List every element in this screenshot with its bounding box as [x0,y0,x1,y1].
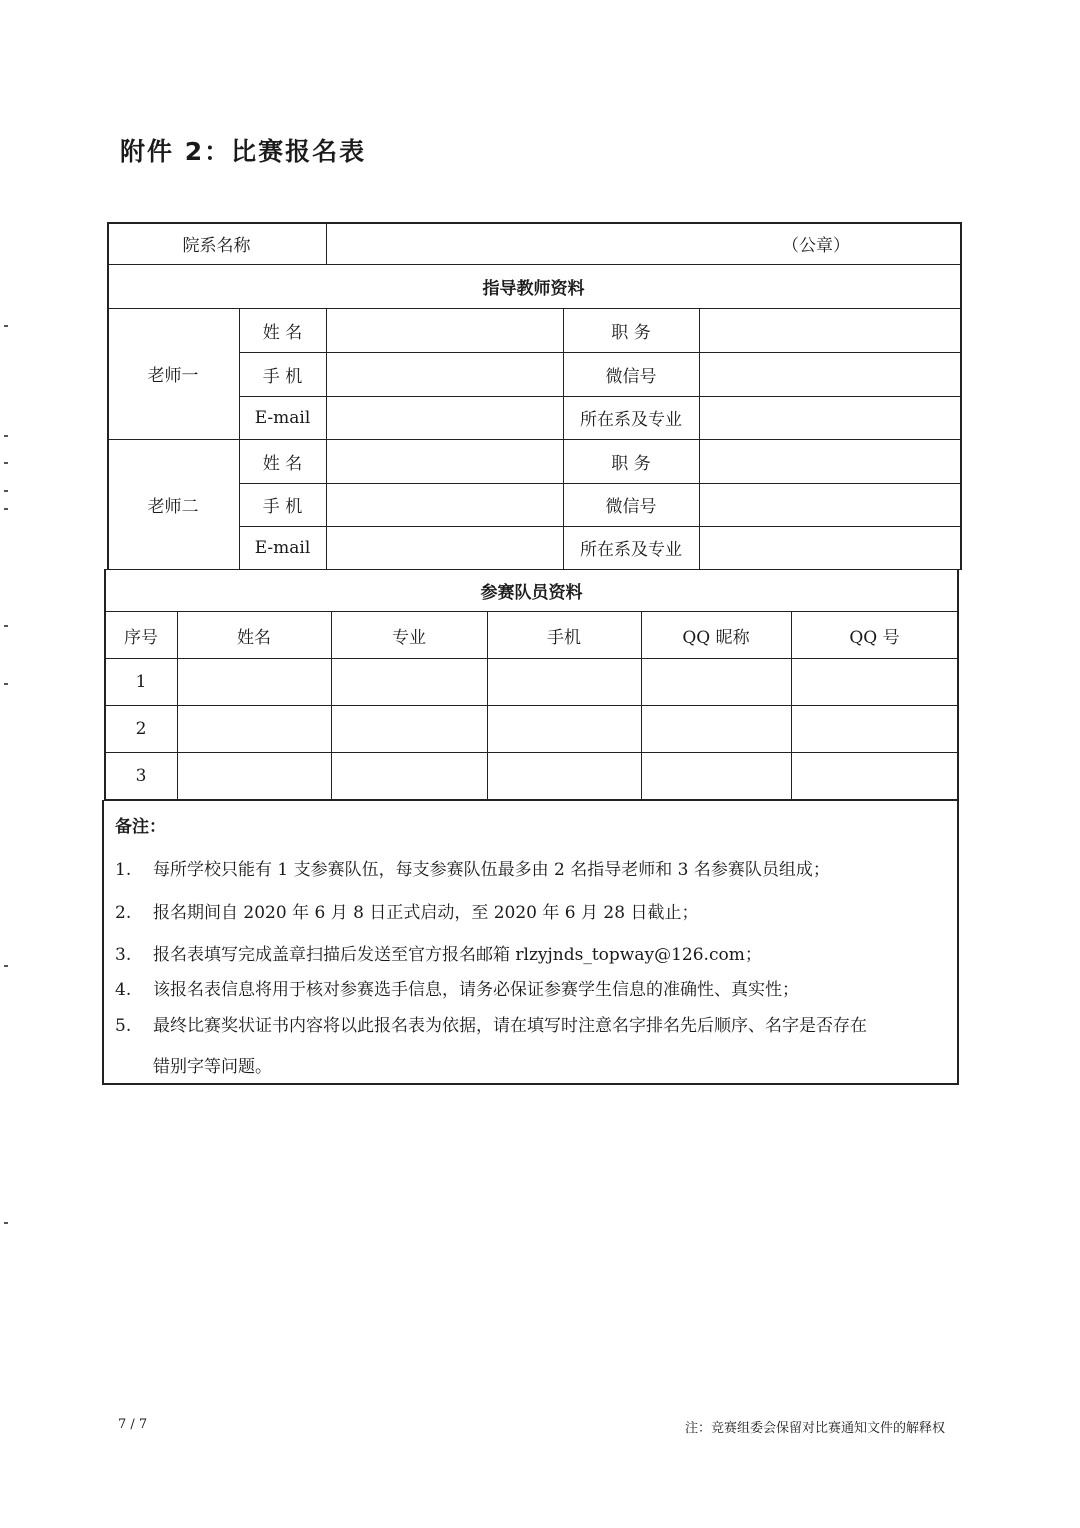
note-item: 错别字等问题。 [153,1057,272,1077]
teacher-2-phone-label: 手 机 [262,497,303,517]
header-major: 专业 [392,627,426,648]
teacher-1-phone-label: 手 机 [262,366,303,387]
teacher-2-major-field[interactable] [699,526,960,569]
member-3-qq-nickname-field[interactable] [641,753,791,799]
teacher-2-email-label: E-mail [254,537,311,558]
teacher-1-major-label: 所在系及专业 [580,410,682,430]
scan-mark [4,435,8,437]
page-number: 7 / 7 [118,1417,148,1432]
note-item: 3. 报名表填写完成盖章扫描后发送至官方报名邮箱 rlzyjnds_topway@126.com； [115,945,762,965]
member-2-qq-number-field[interactable] [791,706,958,752]
member-3-phone-field[interactable] [487,753,641,799]
scan-mark [4,508,8,510]
member-2-qq-nickname-field[interactable] [641,706,791,752]
note-item: 1. 每所学校只能有 1 支参赛队伍，每支参赛队伍最多由 2 名指导老师和 3 名参赛队员组成； [115,860,830,880]
scan-mark [4,462,8,464]
scan-mark [4,1222,8,1224]
member-3-major-field[interactable] [331,753,487,799]
teacher-2-wechat-label: 微信号 [605,497,657,517]
row-index: 1 [135,672,147,692]
teacher-2-position-field[interactable] [699,439,960,483]
teacher-1-name-field[interactable] [326,308,563,352]
teacher-2-label: 老师二 [147,496,199,517]
teacher-1-email-field[interactable] [326,396,563,439]
member-2-phone-field[interactable] [487,706,641,752]
teacher-1-position-label: 职 务 [611,322,651,343]
member-section-title: 参赛队员资料 [480,583,583,603]
footer-note: 注：竞赛组委会保留对比赛通知文件的解释权 [684,1421,945,1436]
scan-mark [4,625,8,627]
teacher-section-title: 指导教师资料 [482,279,585,299]
header-qq-nickname: QQ 昵称 [682,627,750,648]
member-2-name-field[interactable] [177,706,331,752]
note-item: 5. 最终比赛奖状证书内容将以此报名表为依据，请在填写时注意名字排名先后顺序、名字是否存在 [115,1016,867,1036]
teacher-2-wechat-field[interactable] [699,483,960,526]
member-1-phone-field[interactable] [487,659,641,705]
teacher-2-name-field[interactable] [326,439,563,483]
teacher-2-name-label: 姓 名 [262,453,303,474]
page-title: 附件 2：比赛报名表 [120,137,367,166]
teacher-2-phone-field[interactable] [326,483,563,526]
member-1-qq-nickname-field[interactable] [641,659,791,705]
teacher-1-position-field[interactable] [699,308,960,352]
teacher-1-major-field[interactable] [699,396,960,439]
seal-label: （公章） [782,236,850,256]
member-1-major-field[interactable] [331,659,487,705]
scan-mark [4,490,8,492]
note-item: 4. 该报名表信息将用于核对参赛选手信息，请务必保证参赛学生信息的准确性、真实性； [115,980,799,1000]
teacher-1-email-label: E-mail [254,407,311,428]
member-1-qq-number-field[interactable] [791,659,958,705]
scan-mark [4,683,8,685]
teacher-1-phone-field[interactable] [326,352,563,396]
header-qq-number: QQ 号 [849,627,900,648]
teacher-1-label: 老师一 [147,366,199,386]
teacher-1-name-label: 姓 名 [262,322,303,343]
teacher-1-wechat-label: 微信号 [605,366,657,387]
header-name: 姓名 [237,627,271,648]
row-index: 2 [135,719,147,739]
row-index: 3 [135,766,147,786]
teacher-1-wechat-field[interactable] [699,352,960,396]
scan-mark [4,325,8,327]
header-phone: 手机 [547,627,581,648]
member-1-name-field[interactable] [177,659,331,705]
member-3-name-field[interactable] [177,753,331,799]
teacher-2-position-label: 职 务 [611,453,651,474]
teacher-2-major-label: 所在系及专业 [580,540,682,560]
notes-box [103,800,959,1084]
dept-input[interactable] [326,222,960,265]
scan-mark [4,965,8,967]
notes-heading: 备注： [115,817,166,837]
member-3-qq-number-field[interactable] [791,753,958,799]
teacher-2-email-field[interactable] [326,526,563,569]
dept-label: 院系名称 [182,236,251,256]
member-2-major-field[interactable] [331,706,487,752]
note-item: 2. 报名期间自 2020 年 6 月 8 日正式启动，至 2020 年 6 月 28 日截止； [115,903,699,923]
header-index: 序号 [124,627,158,648]
